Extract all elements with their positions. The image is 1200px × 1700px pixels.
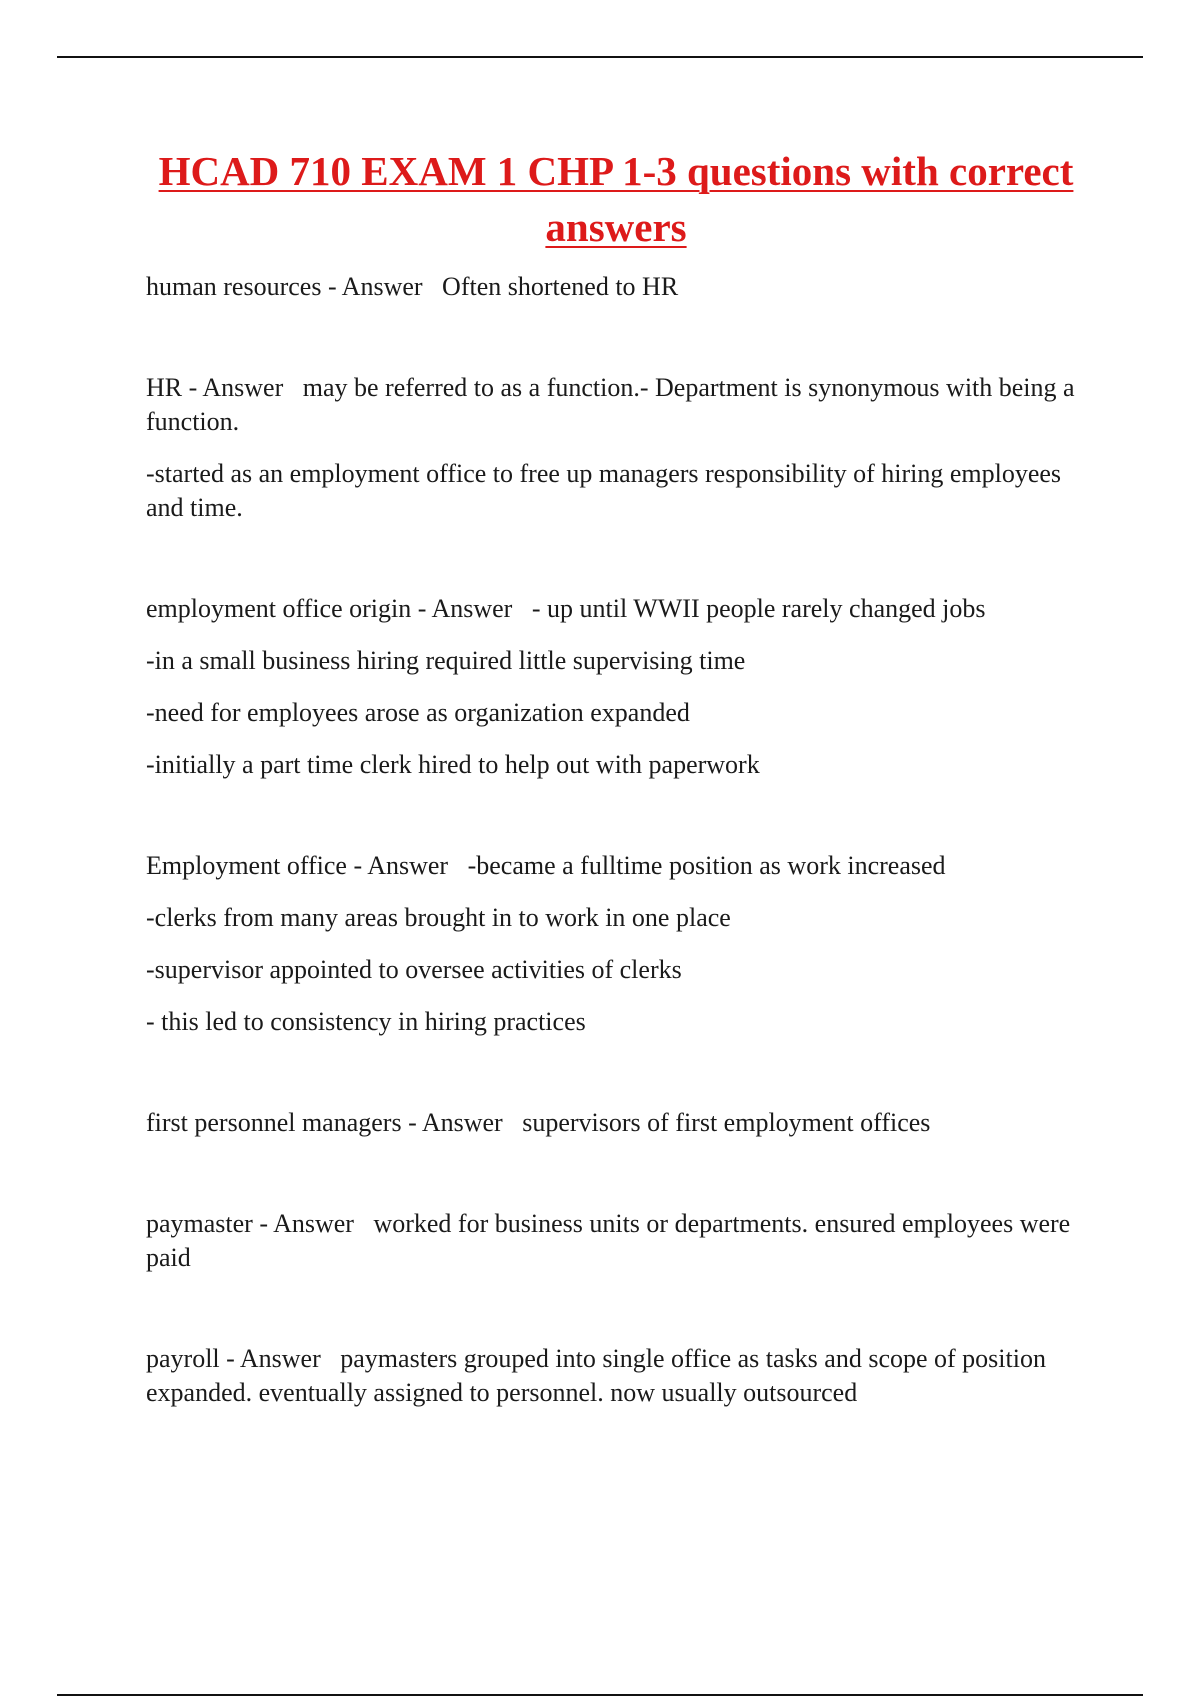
term: Employment office <box>146 851 347 880</box>
term: paymaster <box>146 1209 253 1238</box>
answer-label: Answer <box>273 1209 354 1238</box>
answer-line: -in a small business hiring required little supervising time <box>146 646 746 675</box>
term: HR <box>146 373 183 402</box>
answer-line: -started as an employment office to free up managers responsibility of hiring employees and time. <box>146 459 1062 522</box>
answer-text: -became a fulltime position as work increased <box>467 851 946 880</box>
qa-line: first personnel managers - Answer supervisors of first employment offices <box>146 1108 931 1137</box>
term: human resources <box>146 272 322 301</box>
answer-text: - up until WWII people rarely changed jobs <box>531 594 986 623</box>
answer-text: Often shortened to HR <box>442 272 679 301</box>
answer-label: Answer <box>431 594 513 623</box>
answer-text: worked for business units or departments. ensured employees were paid <box>146 1209 1071 1272</box>
qa-list <box>146 270 1096 1477</box>
answer-label: Answer <box>421 1108 503 1137</box>
answer-label: Answer <box>202 373 284 402</box>
answer-line: -supervisor appointed to oversee activities of clerks <box>146 955 682 984</box>
qa-entry <box>146 592 1096 782</box>
qa-entry <box>146 1342 1096 1410</box>
answer-line: - this led to consistency in hiring practices <box>146 1007 586 1036</box>
answer-line: -initially a part time clerk hired to help out with paperwork <box>146 750 760 779</box>
document-title: HCAD 710 EXAM 1 CHP 1-3 questions with correct answers <box>158 148 1074 250</box>
top-rule <box>57 56 1143 58</box>
qa-line: HR - Answer may be referred to as a function.- Department is synonymous with being a function. <box>146 373 1075 436</box>
qa-line: paymaster - Answer worked for business units or departments. ensured employees were paid <box>146 1209 1071 1272</box>
answer-line: -need for employees arose as organization expanded <box>146 698 690 727</box>
answer-text: paymasters grouped into single office as tasks and scope of position expanded. eventually assigned to personnel. now usually outsourced <box>146 1344 1046 1407</box>
answer-text: may be referred to as a function.- Department is synonymous with being a function. <box>146 373 1075 436</box>
qa-entry <box>146 849 1096 1039</box>
qa-entry <box>146 1106 1096 1140</box>
term: payroll <box>146 1344 220 1373</box>
bottom-rule <box>57 1694 1143 1696</box>
answer-text: supervisors of first employment offices <box>522 1108 931 1137</box>
qa-entry <box>146 1207 1096 1275</box>
answer-line: -clerks from many areas brought in to work in one place <box>146 903 731 932</box>
qa-line: Employment office - Answer -became a fulltime position as work increased <box>146 851 946 880</box>
answer-label: Answer <box>367 851 449 880</box>
qa-line: human resources - Answer Often shortened to HR <box>146 272 679 301</box>
qa-entry <box>146 371 1096 525</box>
term: first personnel managers <box>146 1108 402 1137</box>
answer-label: Answer <box>341 272 423 301</box>
answer-label: Answer <box>239 1344 321 1373</box>
qa-entry <box>146 270 1096 304</box>
qa-line: employment office origin - Answer - up until WWII people rarely changed jobs <box>146 594 986 623</box>
term: employment office origin <box>146 594 412 623</box>
qa-line: payroll - Answer paymasters grouped into single office as tasks and scope of position expanded. eventually assigned to personnel. now usually outsourced <box>146 1344 1046 1407</box>
